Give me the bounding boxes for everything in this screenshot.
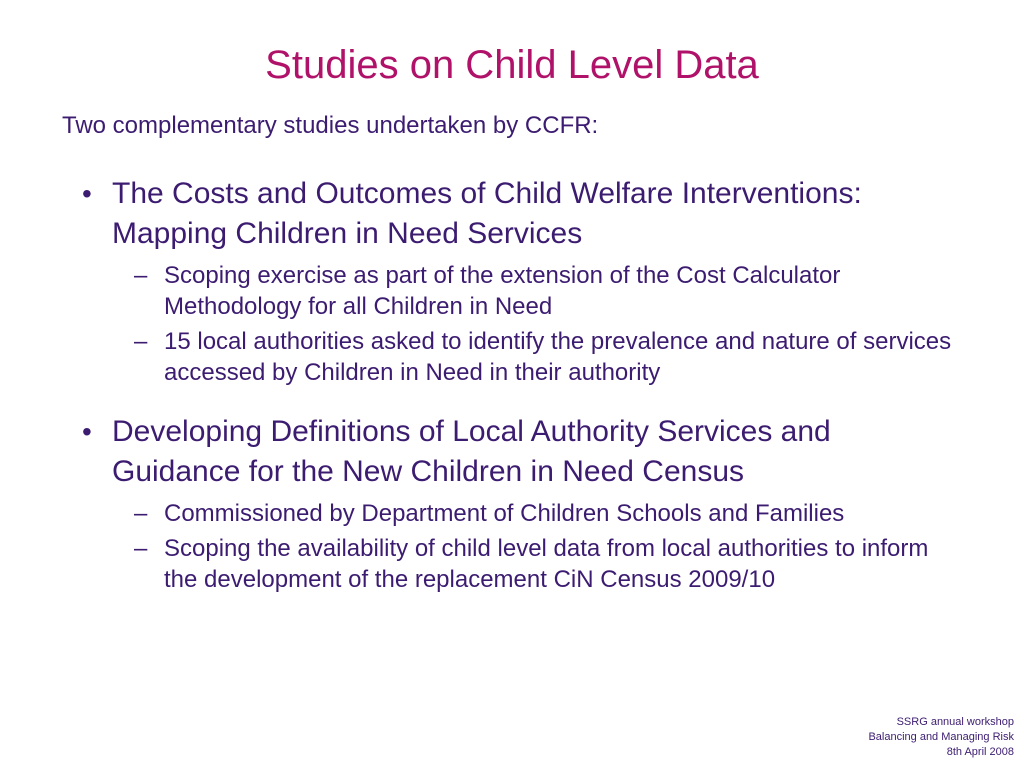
slide-subtitle: Two complementary studies undertaken by CCFR: [62,112,599,139]
sub-bullet-text: 15 local authorities asked to identify the prevalence and nature of services accessed by Children in Need in their authority [164,328,952,386]
sub-bullet-item [134,533,962,595]
bullet-item-definitions-guidance [82,412,962,595]
sub-bullet-item [134,260,962,322]
sub-bullet-text: Scoping exercise as part of the extension of the Cost Calculator Methodology for all Children in Need [164,262,841,320]
sub-bullet-item [134,498,962,529]
footer-event: SSRG annual workshop [896,716,1014,728]
bullet-list [82,174,962,595]
sub-bullet-item [134,326,962,388]
footer-date: 8th April 2008 [946,746,1014,758]
bullet-text: Developing Definitions of Local Authority Services and Guidance for the New Children in Need Census [112,415,831,488]
slide-footer [868,715,1014,760]
footer-theme: Balancing and Managing Risk [868,731,1014,743]
bullet-item-costs-outcomes [82,174,962,388]
sub-bullet-marker: – [134,328,148,355]
sub-bullet-marker: – [134,262,148,289]
sub-bullet-marker: – [134,500,148,527]
bullet-text: The Costs and Outcomes of Child Welfare Interventions: Mapping Children in Need Services [112,177,862,250]
bullet-marker: • [82,178,92,209]
sub-bullet-list [134,260,962,388]
sub-bullet-text: Scoping the availability of child level data from local authorities to inform the development of the replacement CiN Census 2009/10 [164,535,929,593]
sub-bullet-list [134,498,962,595]
sub-bullet-text: Commissioned by Department of Children Schools and Families [164,500,845,527]
slide-title: Studies on Child Level Data [265,43,759,87]
sub-bullet-marker: – [134,535,148,562]
bullet-marker: • [82,416,92,447]
